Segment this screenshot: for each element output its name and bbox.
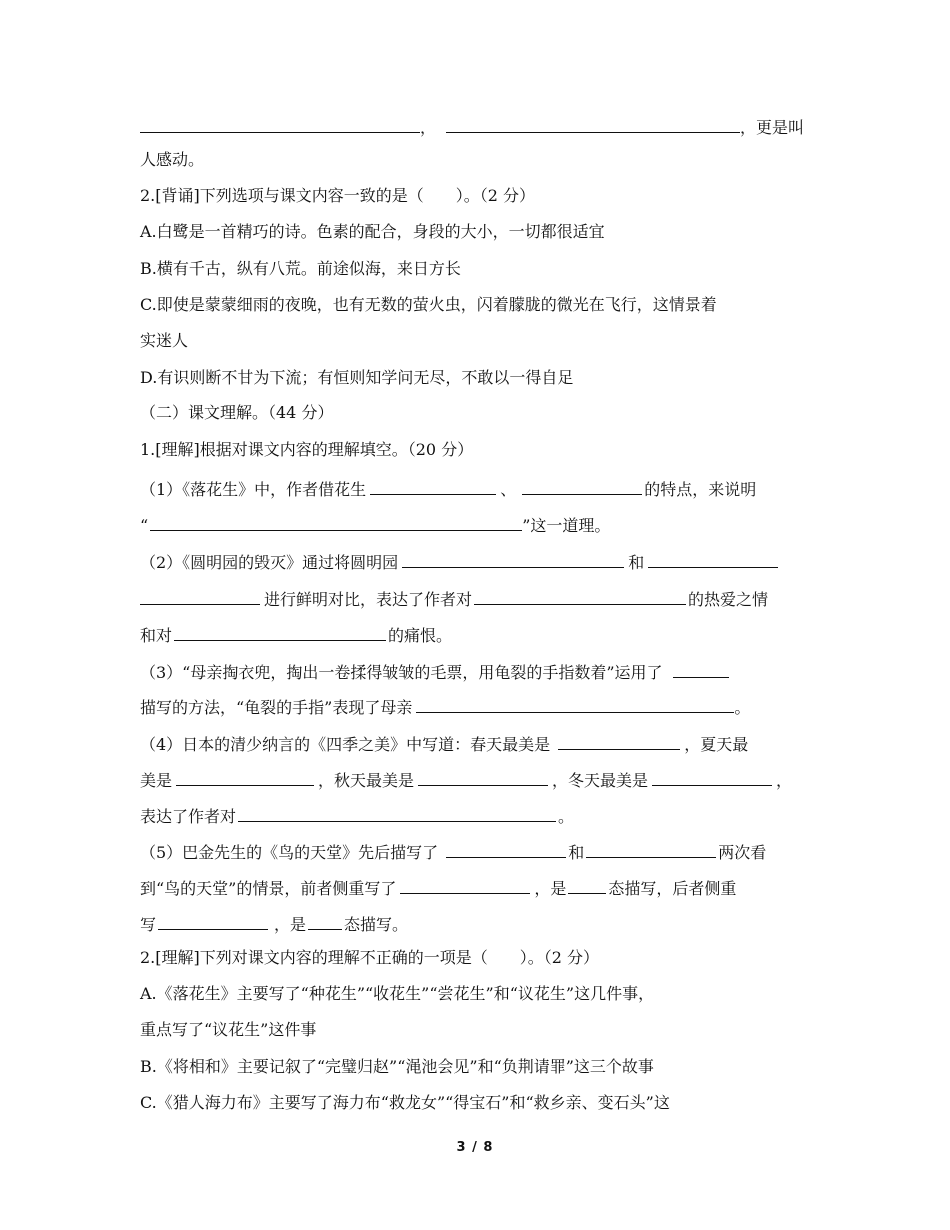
page-number: 3 / 8 — [456, 1140, 494, 1155]
text-line: ， ，更是叫 — [140, 115, 812, 138]
answer-blank[interactable] — [416, 695, 734, 713]
question-title: 2.[背诵]下列选项与课文内容一致的是（ ）。（2 分） — [140, 186, 536, 205]
option-c: C.《猎人海力布》主要写了海力布“救龙女”“得宝石”和“救乡亲、变石头”这 — [140, 1093, 670, 1112]
answer-blank[interactable] — [400, 876, 530, 894]
text-line: （4）日本的清少纳言的《四季之美》中写道：春天最美是 ，夏天最 — [140, 732, 812, 755]
answer-blank[interactable] — [446, 115, 740, 133]
answer-blank[interactable] — [140, 587, 260, 605]
answer-blank[interactable] — [370, 477, 496, 495]
answer-blank[interactable] — [418, 768, 548, 786]
section-heading: （二）课文理解。（44 分） — [140, 403, 334, 422]
text-line: 描写的方法，“龟裂的手指”表现了母亲 。 — [140, 695, 812, 718]
text-line: 人感动。 — [140, 150, 205, 169]
answer-blank[interactable] — [474, 587, 686, 605]
text-line: （3）“母亲掏衣兜，掏出一卷揉得皱皱的毛票，用龟裂的手指数着”运用了 — [140, 660, 812, 683]
answer-blank[interactable] — [158, 912, 268, 930]
option-a: A.《落花生》主要写了“种花生”“收花生”“尝花生”和“议花生”这几件事， — [140, 984, 655, 1003]
option-d: D.有识则断不甘为下流；有恒则知学问无尽，不敢以一得自足 — [140, 368, 574, 387]
answer-blank[interactable] — [402, 550, 624, 568]
answer-blank[interactable] — [558, 732, 680, 750]
text-line: 到“鸟的天堂”的情景，前者侧重写了 ，是 态描写，后者侧重 — [140, 876, 812, 899]
text-line: （1）《落花生》中，作者借花生 、 的特点，来说明 — [140, 477, 812, 500]
option-b: B.横有千古，纵有八荒。前途似海，来日方长 — [140, 259, 461, 278]
text-line: （5）巴金先生的《鸟的天堂》先后描写了 和 两次看 — [140, 840, 812, 863]
answer-blank[interactable] — [140, 115, 420, 133]
text-line: 写 ，是 态描写。 — [140, 912, 812, 935]
question-title: 2.[理解]下列对课文内容的理解不正确的一项是（ ）。（2 分） — [140, 948, 600, 967]
answer-blank[interactable] — [568, 876, 606, 894]
text-line: 进行鲜明对比，表达了作者对 的热爱之情 — [140, 587, 812, 610]
answer-blank[interactable] — [174, 623, 386, 641]
answer-blank[interactable] — [176, 768, 314, 786]
answer-blank[interactable] — [522, 477, 642, 495]
question-title: 1.[理解]根据对课文内容的理解填空。（20 分） — [140, 440, 474, 459]
answer-blank[interactable] — [652, 768, 772, 786]
text-line: （2）《圆明园的毁灭》通过将圆明园 和 — [140, 550, 812, 573]
option-c: C.即使是蒙蒙细雨的夜晚，也有无数的萤火虫，闪着朦胧的微光在飞行，这情景着 — [140, 295, 717, 314]
option-c-cont: 实迷人 — [140, 331, 189, 350]
text-line: “ ”这一道理。 — [140, 513, 812, 536]
answer-blank[interactable] — [150, 513, 522, 531]
option-b: B.《将相和》主要记叙了“完璧归赵”“渑池会见”和“负荆请罪”这三个故事 — [140, 1057, 654, 1076]
option-a: A.白鹭是一首精巧的诗。色素的配合，身段的大小，一切都很适宜 — [140, 222, 605, 241]
text-line: 美是 ，秋天最美是 ，冬天最美是 ， — [140, 768, 812, 791]
option-a-cont: 重点写了“议花生”这件事 — [140, 1020, 317, 1039]
answer-blank[interactable] — [308, 912, 342, 930]
text-line: 和对 的痛恨。 — [140, 623, 812, 646]
answer-blank[interactable] — [586, 840, 716, 858]
answer-blank[interactable] — [648, 550, 778, 568]
answer-blank[interactable] — [446, 840, 566, 858]
text-line: 表达了作者对 。 — [140, 804, 812, 827]
answer-blank[interactable] — [238, 804, 556, 822]
answer-blank[interactable] — [673, 660, 729, 678]
